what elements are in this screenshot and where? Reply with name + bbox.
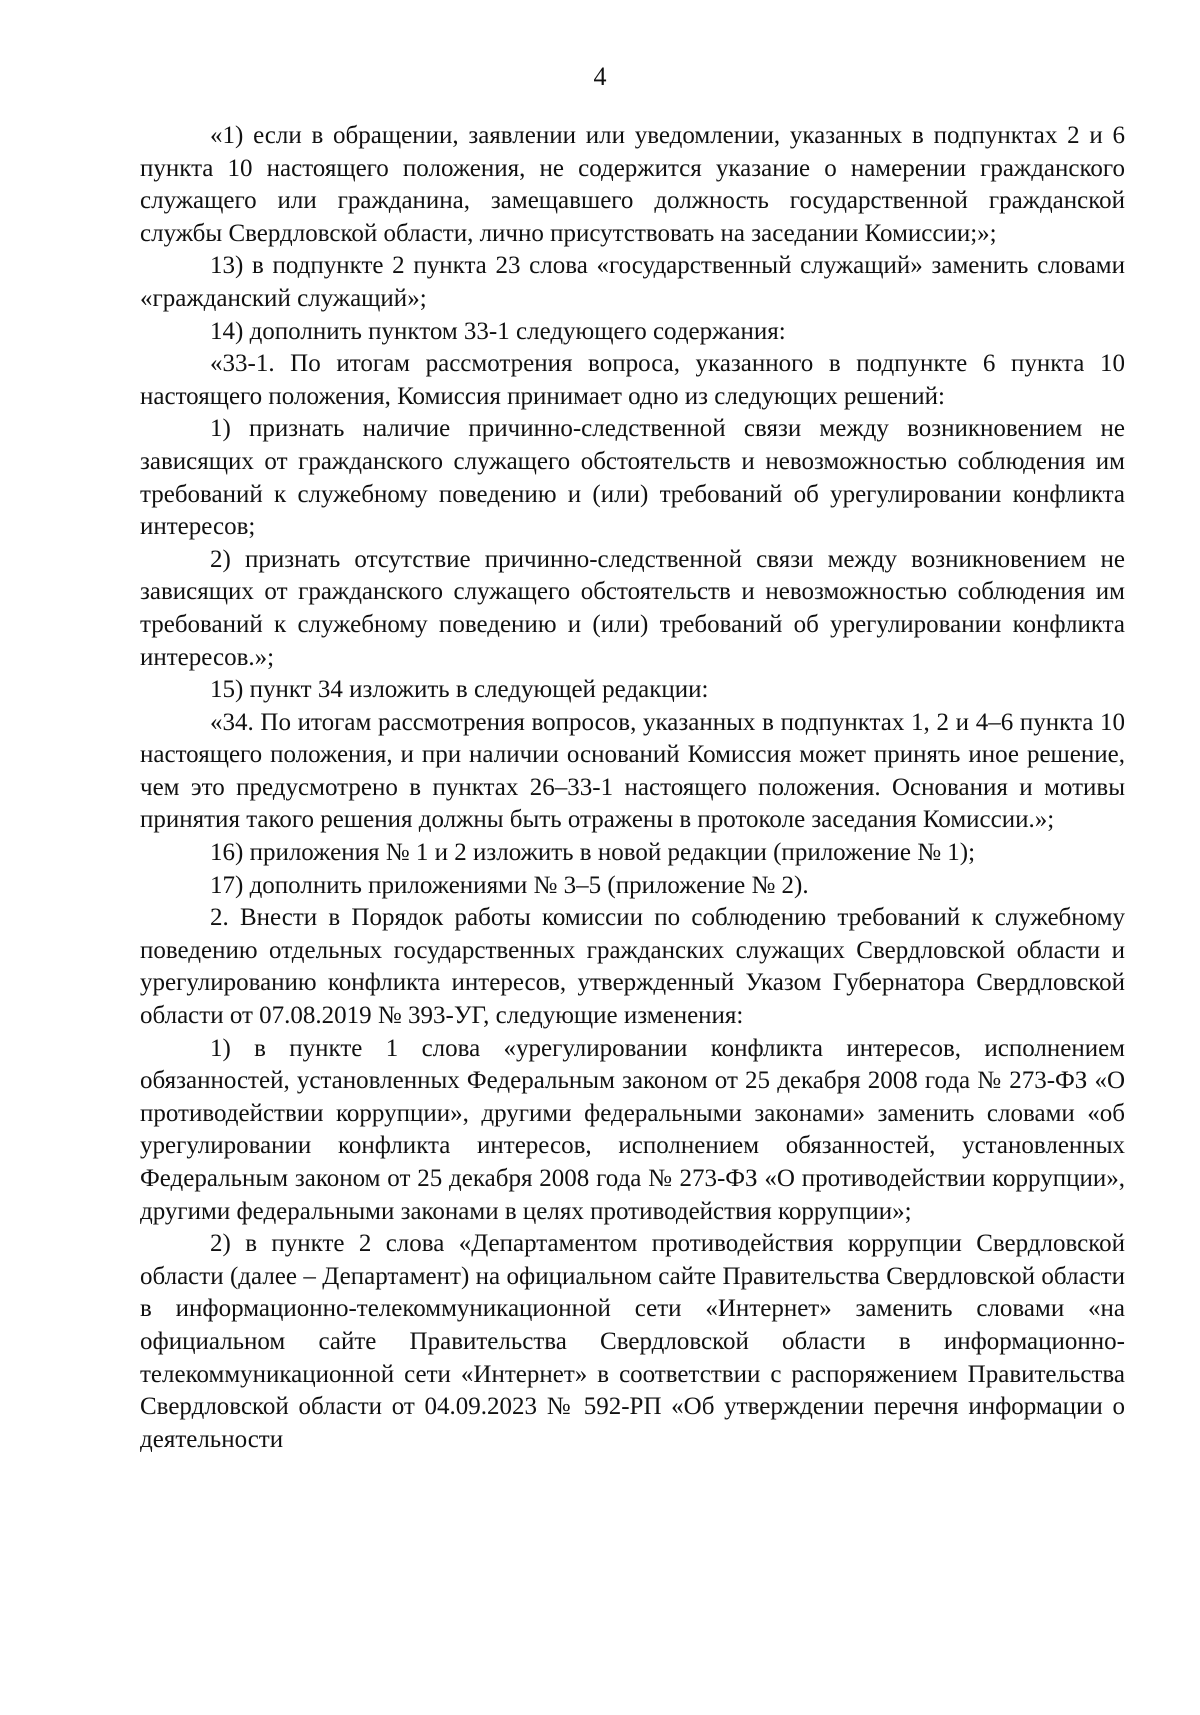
paragraph-item-14: 14) дополнить пунктом 33-1 следующего содержания: [210,317,786,345]
paragraph-point-33-1: «33-1. По итогам рассмотрения вопроса, указанного в подпункте 6 пункта 10 настоящего положения, Комиссия принимает одно из следующих решений: [140,350,1125,410]
paragraph-item-17: 17) дополнить приложениями № 3–5 (приложение № 2). [210,871,809,899]
paragraph-item-15: 15) пункт 34 изложить в следующей редакции: [210,676,709,704]
paragraph-section-2-item-1: 1) в пункте 1 слова «урегулировании конфликта интересов, исполнением обязанностей, установленных Федеральным законом от 25 декабря 2008 года № 273-ФЗ «О противодействии коррупции», другими федеральными законами» заменить словами «об урегулировании конфликта интересов, исполнением обязанностей, установленных Федеральным законом от 25 декабря 2008 года № 273-ФЗ «О противодействии коррупции», другими федеральными законами в целях противодействия коррупции»; [140,1034,1125,1225]
paragraph-item-1-quote: «1) если в обращении, заявлении или уведомлении, указанных в подпунктах 2 и 6 пункта 10 настоящего положения, не содержится указание о намерении гражданского служащего или гражданина, замещавшего должность государственной гражданской службы Свердловской области, лично присутствовать на заседании Комиссии;»; [140,122,1125,247]
document-body [140,120,1125,1456]
page-number: 4 [593,62,607,91]
paragraph-item-13: 13) в подпункте 2 пункта 23 слова «государственный служащий» заменить словами «гражданский служащий»; [140,252,1125,312]
paragraph-section-2-item-2: 2) в пункте 2 слова «Департаментом противодействия коррупции Свердловской области (далее – Департамент) на официальном сайте Правительства Свердловской области в информационно-телекоммуникационной сети «Интернет» заменить словами «на официальном сайте Правительства Свердловской области в информационно-телекоммуникационной сети «Интернет» в соответствии с распоряжением Правительства Свердловской области от 04.09.2023 № 592-РП «Об утверждении перечня информации о деятельности [140,1230,1125,1453]
paragraph-item-16: 16) приложения № 1 и 2 изложить в новой редакции (приложение № 1); [210,839,976,867]
paragraph-section-2: 2. Внести в Порядок работы комиссии по соблюдению требований к служебному поведению отдельных государственных гражданских служащих Свердловской области и урегулированию конфликта интересов, утвержденный Указом Губернатора Свердловской области от 07.08.2019 № 393-УГ, следующие изменения: [140,904,1125,1030]
paragraph-decision-1: 1) признать наличие причинно-следственной связи между возникновением не зависящих от гражданского служащего обстоятельств и невозможностью соблюдения им требований к служебному поведению и (или) требований об урегулировании конфликта интересов; [140,415,1125,541]
paragraph-decision-2: 2) признать отсутствие причинно-следственной связи между возникновением не зависящих от гражданского служащего обстоятельств и невозможностью соблюдения им требований к служебному поведению и (или) требований об урегулировании конфликта интересов.»; [140,545,1125,671]
paragraph-point-34: «34. По итогам рассмотрения вопросов, указанных в подпунктах 1, 2 и 4–6 пункта 10 настоящего положения, и при наличии оснований Комиссия может принять иное решение, чем это предусмотрено в пунктах 26–33-1 настоящего положения. Основания и мотивы принятия такого решения должны быть отражены в протоколе заседания Комиссии.»; [140,708,1125,834]
